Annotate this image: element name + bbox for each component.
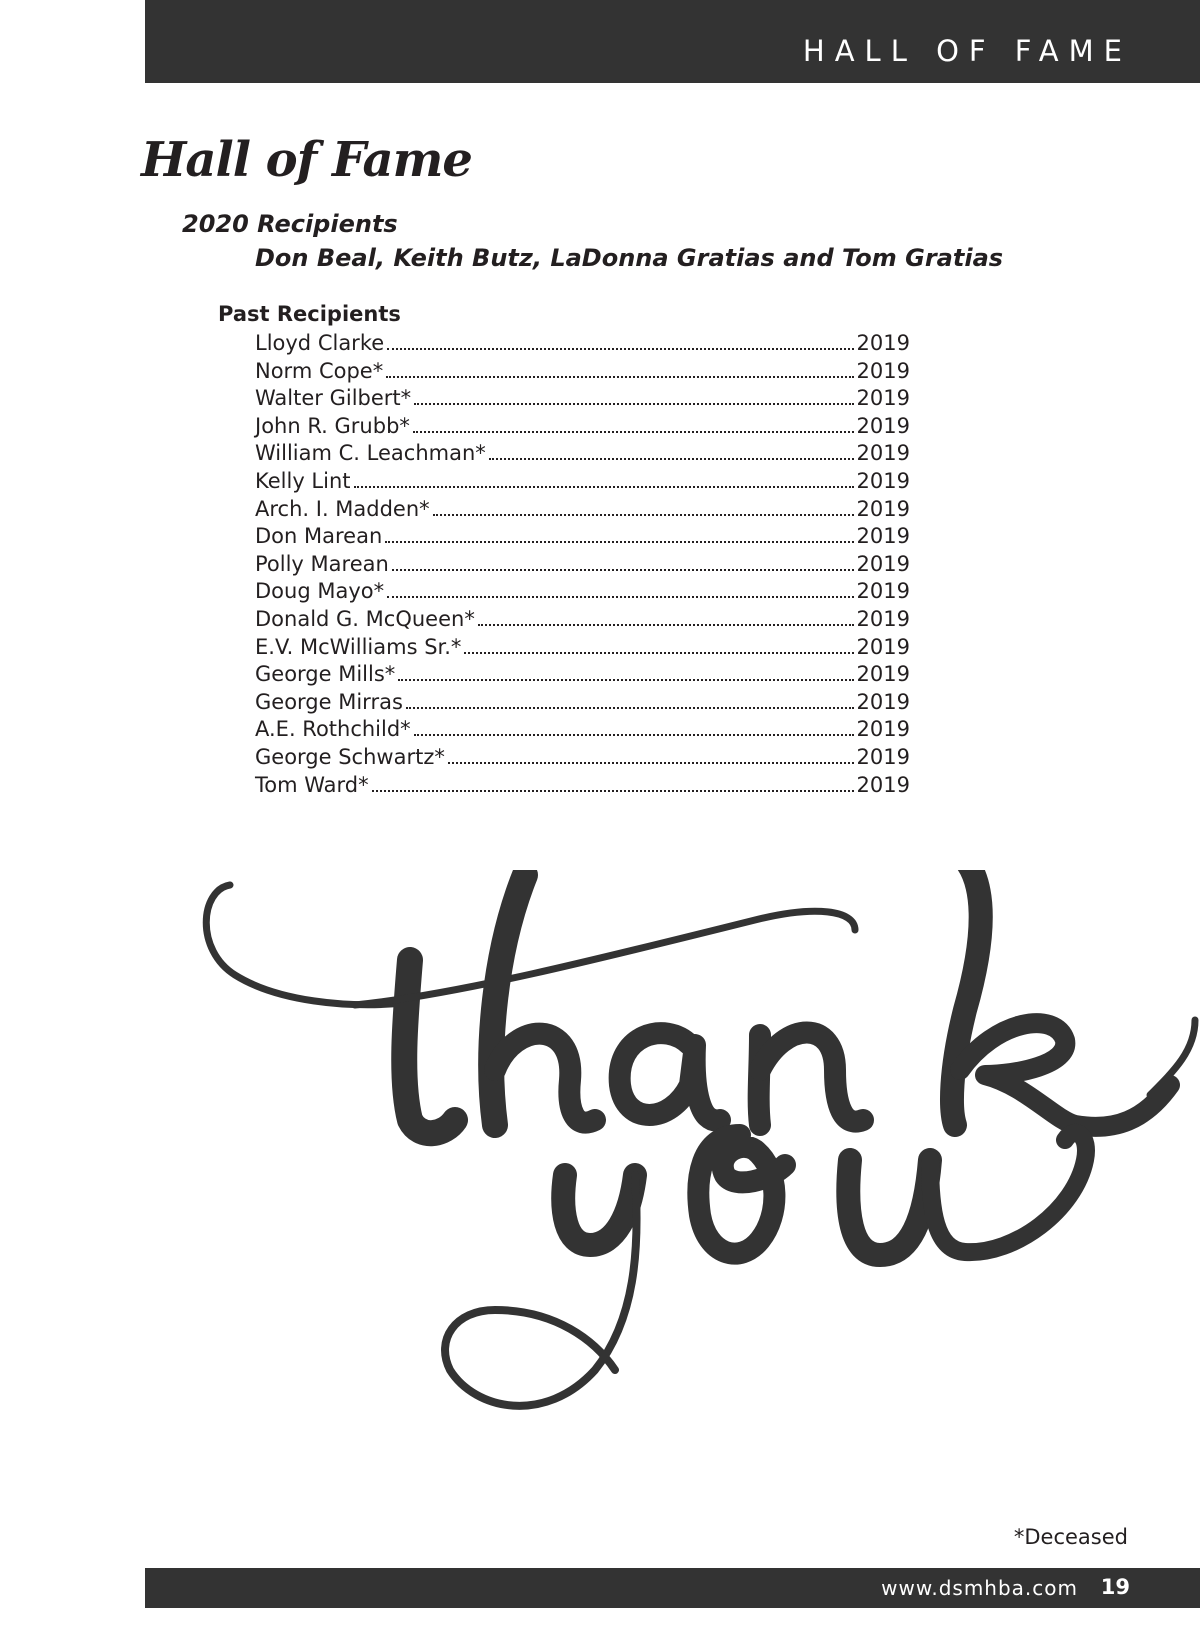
header-bar xyxy=(145,0,1200,83)
recipient-year: 2019 xyxy=(856,744,910,769)
recipient-year: 2019 xyxy=(856,441,910,466)
recipient-name: George Schwartz* xyxy=(255,744,445,769)
recipient-year: 2019 xyxy=(856,496,910,521)
recipient-name: Walter Gilbert* xyxy=(255,386,412,411)
recipient-year: 2019 xyxy=(856,468,910,493)
recipient-entry xyxy=(255,606,910,634)
recipient-name: Don Marean xyxy=(255,524,383,549)
recipient-year: 2019 xyxy=(856,413,910,438)
past-recipients-heading: Past Recipients xyxy=(218,302,401,326)
recipient-year: 2019 xyxy=(856,689,910,714)
current-recipients-heading: 2020 Recipients xyxy=(182,210,398,238)
recipient-entry xyxy=(255,716,910,744)
dot-leader xyxy=(354,486,854,488)
recipient-entry xyxy=(255,551,910,579)
recipient-entry xyxy=(255,468,910,496)
dot-leader xyxy=(372,790,854,792)
recipient-year: 2019 xyxy=(856,386,910,411)
recipient-entry xyxy=(255,523,910,551)
recipient-entry xyxy=(255,578,910,606)
dot-leader xyxy=(387,348,853,350)
thank-you-lettering xyxy=(195,870,1200,1450)
recipient-name: George Mills* xyxy=(255,662,396,687)
recipient-name: Arch. I. Madden* xyxy=(255,496,430,521)
dot-leader xyxy=(478,624,854,626)
recipient-year: 2019 xyxy=(856,662,910,687)
footer-bar xyxy=(145,1568,1200,1608)
recipient-entry xyxy=(255,330,910,358)
recipient-entry xyxy=(255,413,910,441)
dot-leader xyxy=(385,541,853,543)
recipient-entry xyxy=(255,385,910,413)
dot-leader xyxy=(398,679,853,681)
footer-url: www.dsmhba.com xyxy=(881,1576,1078,1600)
recipient-year: 2019 xyxy=(856,551,910,576)
dot-leader xyxy=(433,514,854,516)
dot-leader xyxy=(414,734,854,736)
recipient-entry xyxy=(255,772,910,800)
deceased-footnote: *Deceased xyxy=(1013,1525,1128,1549)
recipient-name: Donald G. McQueen* xyxy=(255,606,475,631)
dot-leader xyxy=(413,431,854,433)
current-recipients-names: Don Beal, Keith Butz, LaDonna Gratias and Tom Gratias xyxy=(255,244,1004,272)
recipient-year: 2019 xyxy=(856,634,910,659)
recipient-entry xyxy=(255,661,910,689)
recipient-entry xyxy=(255,440,910,468)
dot-leader xyxy=(448,762,854,764)
recipient-year: 2019 xyxy=(856,524,910,549)
recipient-name: William C. Leachman* xyxy=(255,441,486,466)
recipient-entry xyxy=(255,358,910,386)
recipient-year: 2019 xyxy=(856,579,910,604)
dot-leader xyxy=(489,458,854,460)
recipient-name: Tom Ward* xyxy=(255,772,369,797)
section-title: HALL OF FAME xyxy=(802,34,1132,68)
page-number: 19 xyxy=(1100,1575,1130,1599)
recipient-entry xyxy=(255,634,910,662)
recipient-year: 2019 xyxy=(856,717,910,742)
recipient-year: 2019 xyxy=(856,358,910,383)
past-recipients-list xyxy=(255,330,910,799)
dot-leader xyxy=(414,403,853,405)
recipient-name: George Mirras xyxy=(255,689,403,714)
recipient-name: Polly Marean xyxy=(255,551,389,576)
recipient-name: John R. Grubb* xyxy=(255,413,410,438)
dot-leader xyxy=(386,376,853,378)
recipient-entry xyxy=(255,496,910,524)
recipient-year: 2019 xyxy=(856,772,910,797)
recipient-year: 2019 xyxy=(856,331,910,355)
recipient-name: Norm Cope* xyxy=(255,358,384,383)
recipient-entry xyxy=(255,689,910,717)
dot-leader xyxy=(406,707,854,709)
recipient-entry xyxy=(255,744,910,772)
dot-leader xyxy=(387,596,853,598)
recipient-name: E.V. McWilliams Sr.* xyxy=(255,634,462,659)
recipient-name: Kelly Lint xyxy=(255,468,351,493)
page-title: Hall of Fame xyxy=(141,132,472,188)
recipient-name: A.E. Rothchild* xyxy=(255,717,411,742)
recipient-name: Lloyd Clarke xyxy=(255,331,385,355)
recipient-year: 2019 xyxy=(856,606,910,631)
recipient-name: Doug Mayo* xyxy=(255,579,385,604)
dot-leader xyxy=(464,652,853,654)
dot-leader xyxy=(392,569,854,571)
